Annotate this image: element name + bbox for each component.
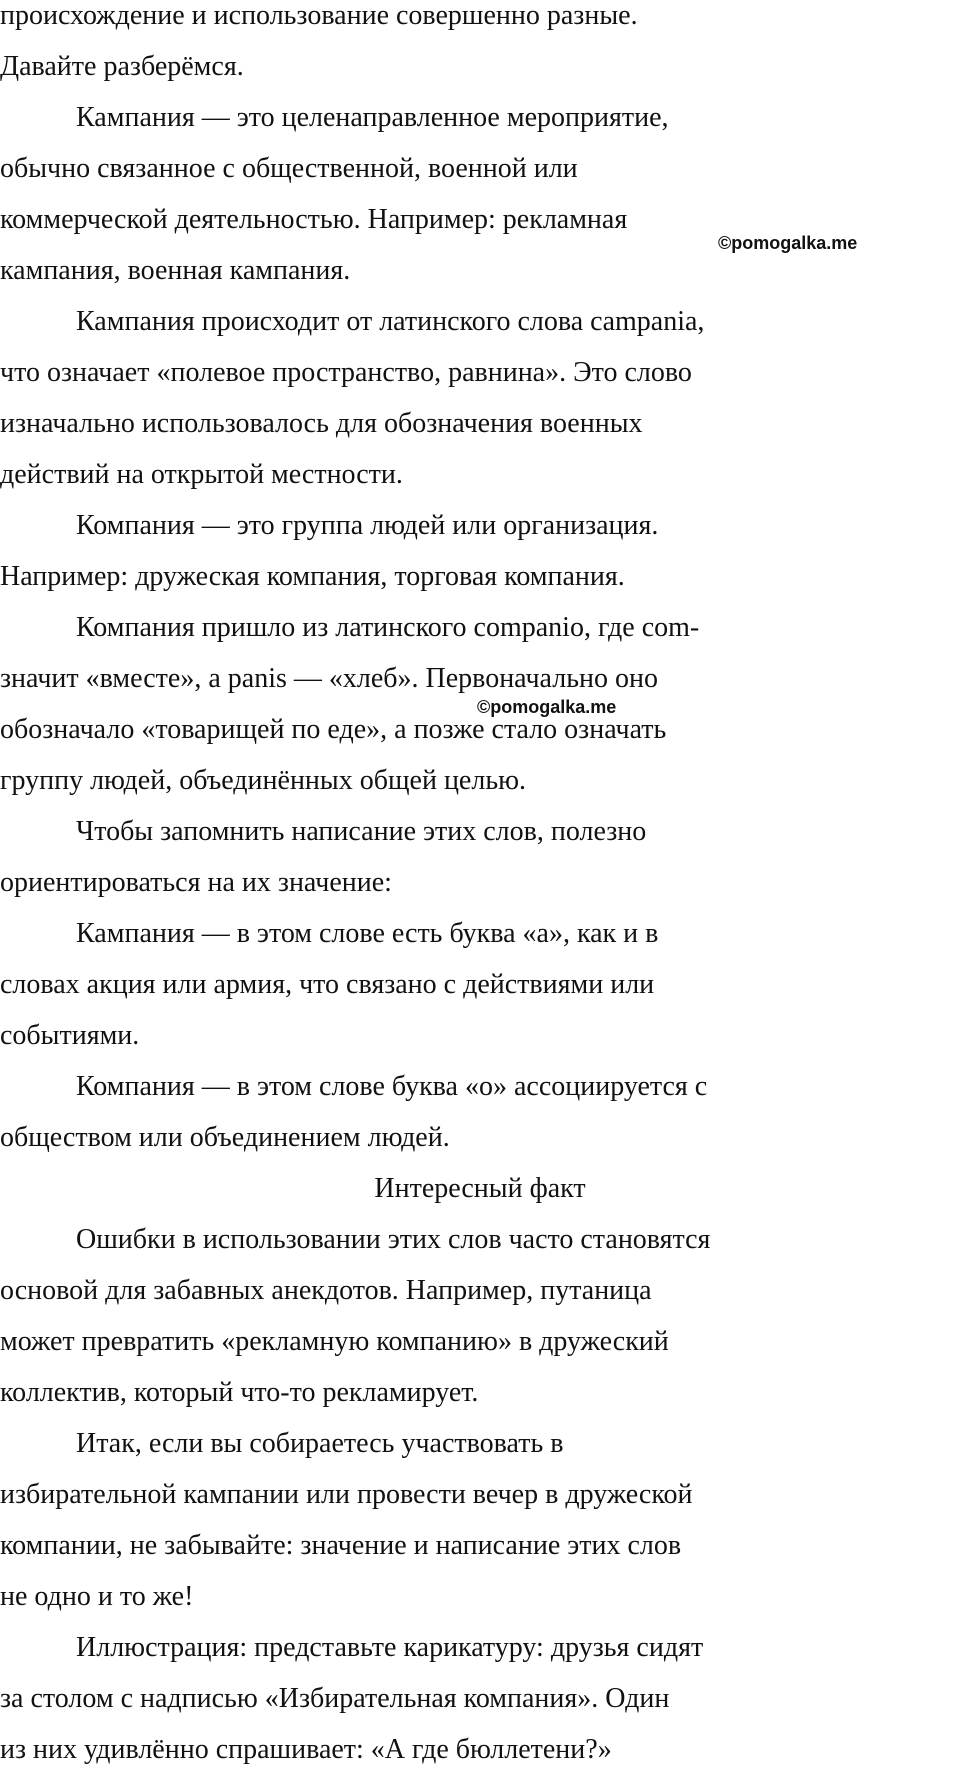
text-line: обычно связанное с общественной, военной или — [0, 153, 578, 184]
text-line: Итак, если вы собираетесь участвовать в — [76, 1428, 564, 1459]
text-line: Иллюстрация: представьте карикатуру: друзья сидят — [76, 1632, 704, 1663]
text-line: что означает «полевое пространство, равнина». Это слово — [0, 357, 692, 388]
text-line: значит «вместе», а panis — «хлеб». Первоначально оно — [0, 663, 658, 694]
text-line: Кампания — в этом слове есть буква «а», как и в — [76, 918, 659, 949]
text-line: событиями. — [0, 1020, 140, 1051]
text-line: коммерческой деятельностью. Например: рекламная — [0, 204, 628, 235]
text-line: Кампания происходит от латинского слова campania, — [76, 306, 705, 337]
text-line: обозначало «товарищей по еде», а позже стало означать — [0, 714, 667, 745]
text-line: Чтобы запомнить написание этих слов, полезно — [76, 816, 647, 847]
text-line: ориентироваться на их значение: — [0, 867, 392, 898]
text-line: происхождение и использование совершенно разные. — [0, 0, 638, 31]
text-line: изначально использовалось для обозначения военных — [0, 408, 643, 439]
text-line: основой для забавных анекдотов. Например, путаница — [0, 1275, 652, 1306]
text-line: Компания — это группа людей или организация. — [76, 510, 659, 541]
text-line: Ошибки в использовании этих слов часто становятся — [76, 1224, 711, 1255]
text-line: действий на открытой местности. — [0, 459, 403, 490]
text-line: обществом или объединением людей. — [0, 1122, 450, 1153]
section-heading: Интересный факт — [374, 1173, 586, 1204]
text-line: избирательной кампании или провести вечер в дружеской — [0, 1479, 693, 1510]
text-line: Например: дружеская компания, торговая компания. — [0, 561, 625, 592]
text-line: Кампания — это целенаправленное мероприятие, — [76, 102, 669, 133]
watermark: ©pomogalka.me — [718, 233, 858, 253]
text-line: кампания, военная кампания. — [0, 255, 351, 286]
text-line: не одно и то же! — [0, 1581, 194, 1612]
text-line: Компания — в этом слове буква «о» ассоциируется с — [76, 1071, 708, 1102]
text-line: компании, не забывайте: значение и написание этих слов — [0, 1530, 682, 1561]
text-line: Давайте разберёмся. — [0, 51, 244, 82]
text-line: словах акция или армия, что связано с действиями или — [0, 969, 655, 1000]
text-line: Компания пришло из латинского companio, где com- — [76, 612, 700, 643]
text-line: коллектив, который что-то рекламирует. — [0, 1377, 479, 1408]
text-line: может превратить «рекламную компанию» в дружеский — [0, 1326, 669, 1357]
text-line: группу людей, объединённых общей целью. — [0, 765, 527, 796]
text-line: из них удивлённо спрашивает: «А где бюллетени?» — [0, 1734, 612, 1765]
text-line: за столом с надписью «Избирательная компания». Один — [0, 1683, 670, 1714]
watermark: ©pomogalka.me — [477, 697, 617, 717]
